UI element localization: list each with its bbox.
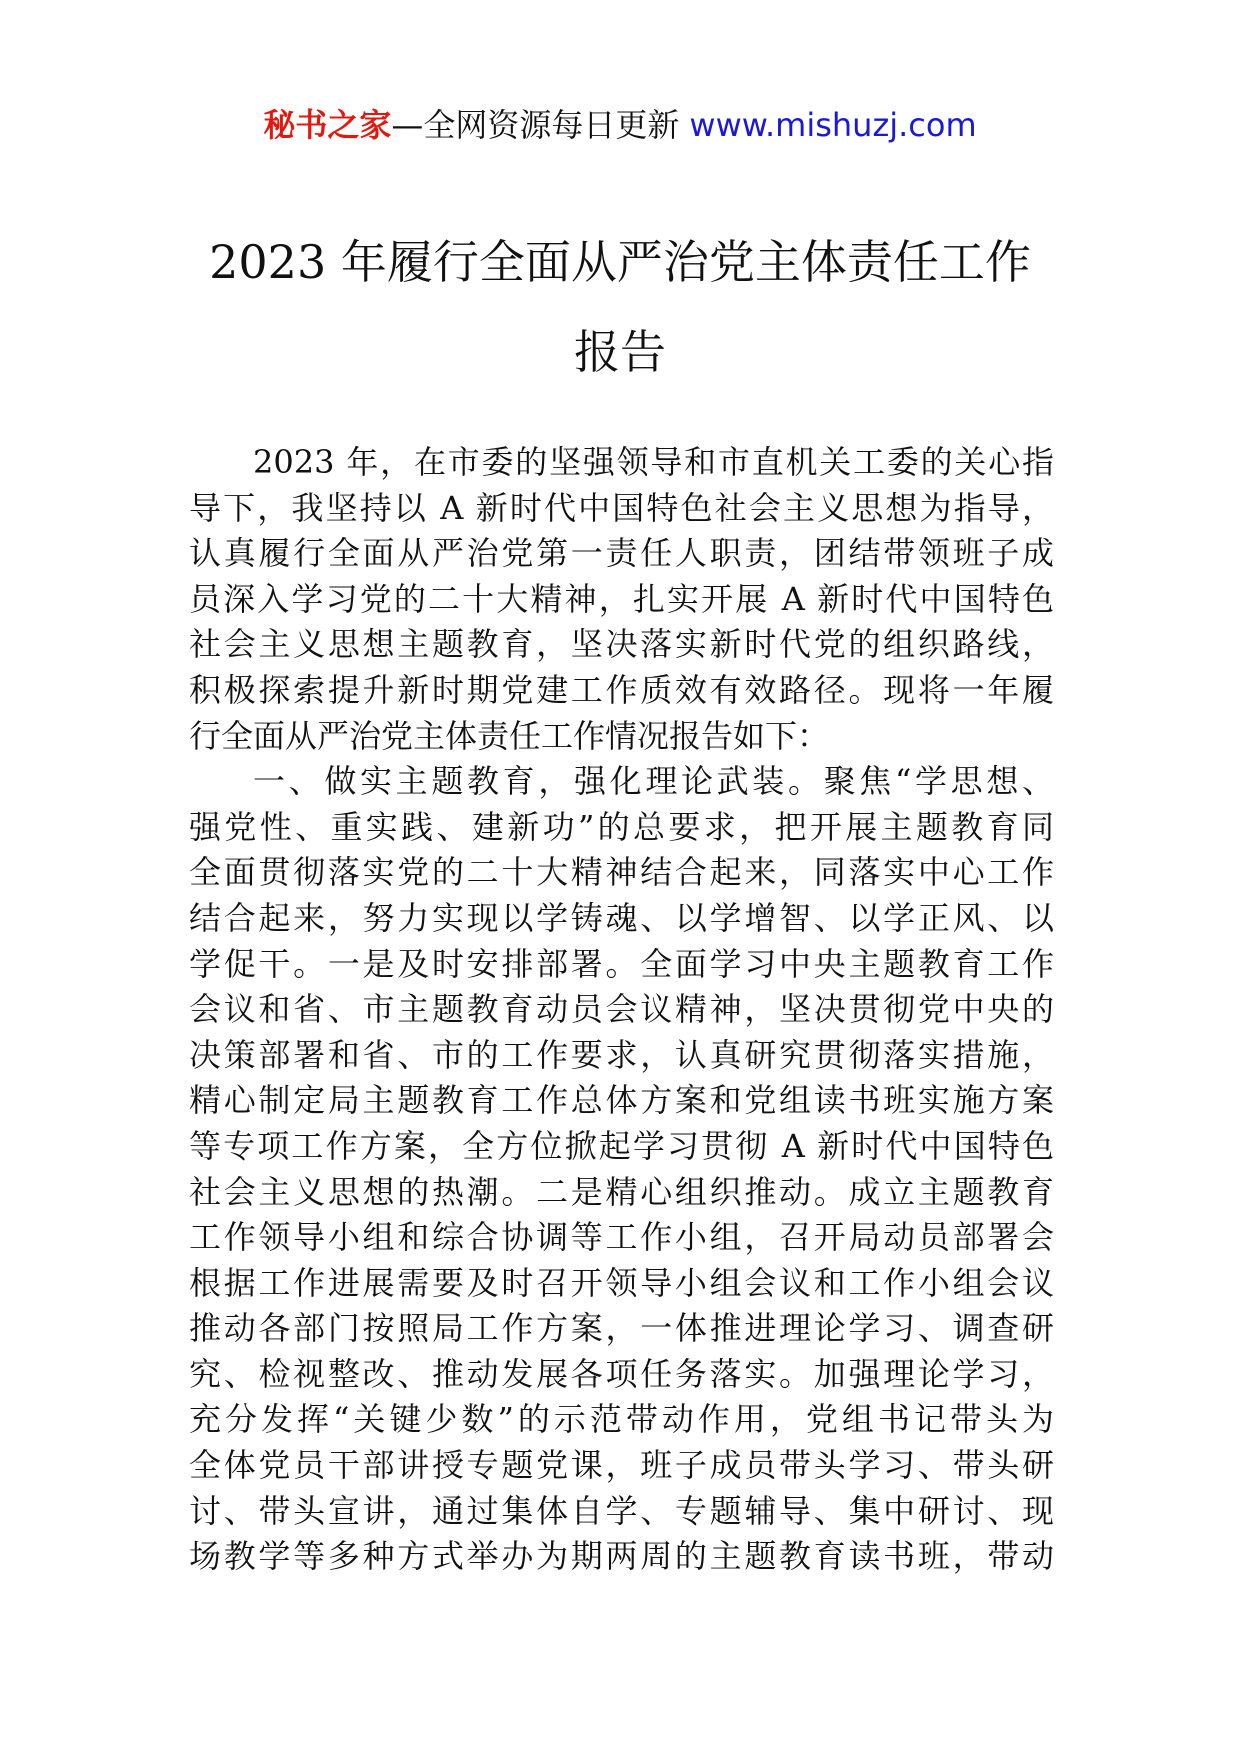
- body-line: 充分发挥“关键少数”的示范带动作用，党组书记带头为: [189, 1400, 1054, 1439]
- header-brand: 秘书之家: [263, 106, 392, 144]
- body-line: 决策部署和省、市的工作要求，认真研究贯彻落实措施，: [189, 1035, 1054, 1074]
- body-line: 结合起来，努力实现以学铸魂、以学增智、以学正风、以: [189, 898, 1054, 937]
- body-line: 行全面从严治党主体责任工作情况报告如下：: [189, 716, 830, 755]
- body-line: 精心制定局主题教育工作总体方案和党组读书班实施方案: [189, 1081, 1054, 1120]
- body-line: 全面贯彻落实党的二十大精神结合起来，同落实中心工作: [189, 853, 1054, 892]
- document-title-line-1: 2023 年履行全面从严治党主体责任工作: [209, 235, 1031, 289]
- body-line: 社会主义思想的热潮。二是精心组织推动。成立主题教育: [189, 1172, 1054, 1211]
- document-body: [189, 440, 1054, 1580]
- body-line: 根据工作进展需要及时召开领导小组会议和工作小组会议: [189, 1263, 1054, 1302]
- body-line: 积极探索提升新时期党建工作质效有效路径。现将一年履: [189, 670, 1054, 709]
- body-line: 学促干。一是及时安排部署。全面学习中央主题教育工作: [189, 944, 1054, 983]
- body-line: 讨、带头宣讲，通过集体自学、专题辅导、集中研讨、现: [189, 1491, 1054, 1530]
- body-line: 全体党员干部讲授专题党课，班子成员带头学习、带头研: [189, 1446, 1054, 1485]
- body-line: 员深入学习党的二十大精神，扎实开展 A 新时代中国特色: [189, 579, 1054, 618]
- body-line: 会议和省、市主题教育动员会议精神，坚决贯彻党中央的: [189, 990, 1054, 1029]
- body-line: 推动各部门按照局工作方案，一体推进理论学习、调查研: [189, 1309, 1054, 1348]
- body-line: 场教学等多种方式举办为期两周的主题教育读书班，带动: [189, 1537, 1054, 1576]
- body-line: 究、检视整改、推动发展各项任务落实。加强理论学习，: [189, 1354, 1054, 1393]
- document-title-line-2: 报告: [574, 325, 666, 379]
- body-line: 工作领导小组和综合协调等工作小组，召开局动员部署会: [189, 1218, 1054, 1257]
- header-url-link[interactable]: www.mishuzj.com: [689, 106, 977, 144]
- body-line: 2023 年，在市委的坚强领导和市直机关工委的关心指: [253, 443, 1054, 481]
- body-line: 导下，我坚持以 A 新时代中国特色社会主义思想为指导，: [189, 488, 1054, 527]
- body-line: 强党性、重实践、建新功”的总要求，把开展主题教育同: [189, 807, 1054, 846]
- page-header: [0, 100, 1240, 150]
- header-tagline: —全网资源每日更新: [391, 106, 680, 144]
- body-line: 一、做实主题教育，强化理论武装。聚焦“学思想、: [253, 762, 1054, 801]
- body-line: 等专项工作方案，全方位掀起学习贯彻 A 新时代中国特色: [189, 1126, 1054, 1165]
- body-line: 社会主义思想主题教育，坚决落实新时代党的组织路线，: [189, 625, 1054, 664]
- body-line: 认真履行全面从严治党第一责任人职责，团结带领班子成: [189, 534, 1054, 573]
